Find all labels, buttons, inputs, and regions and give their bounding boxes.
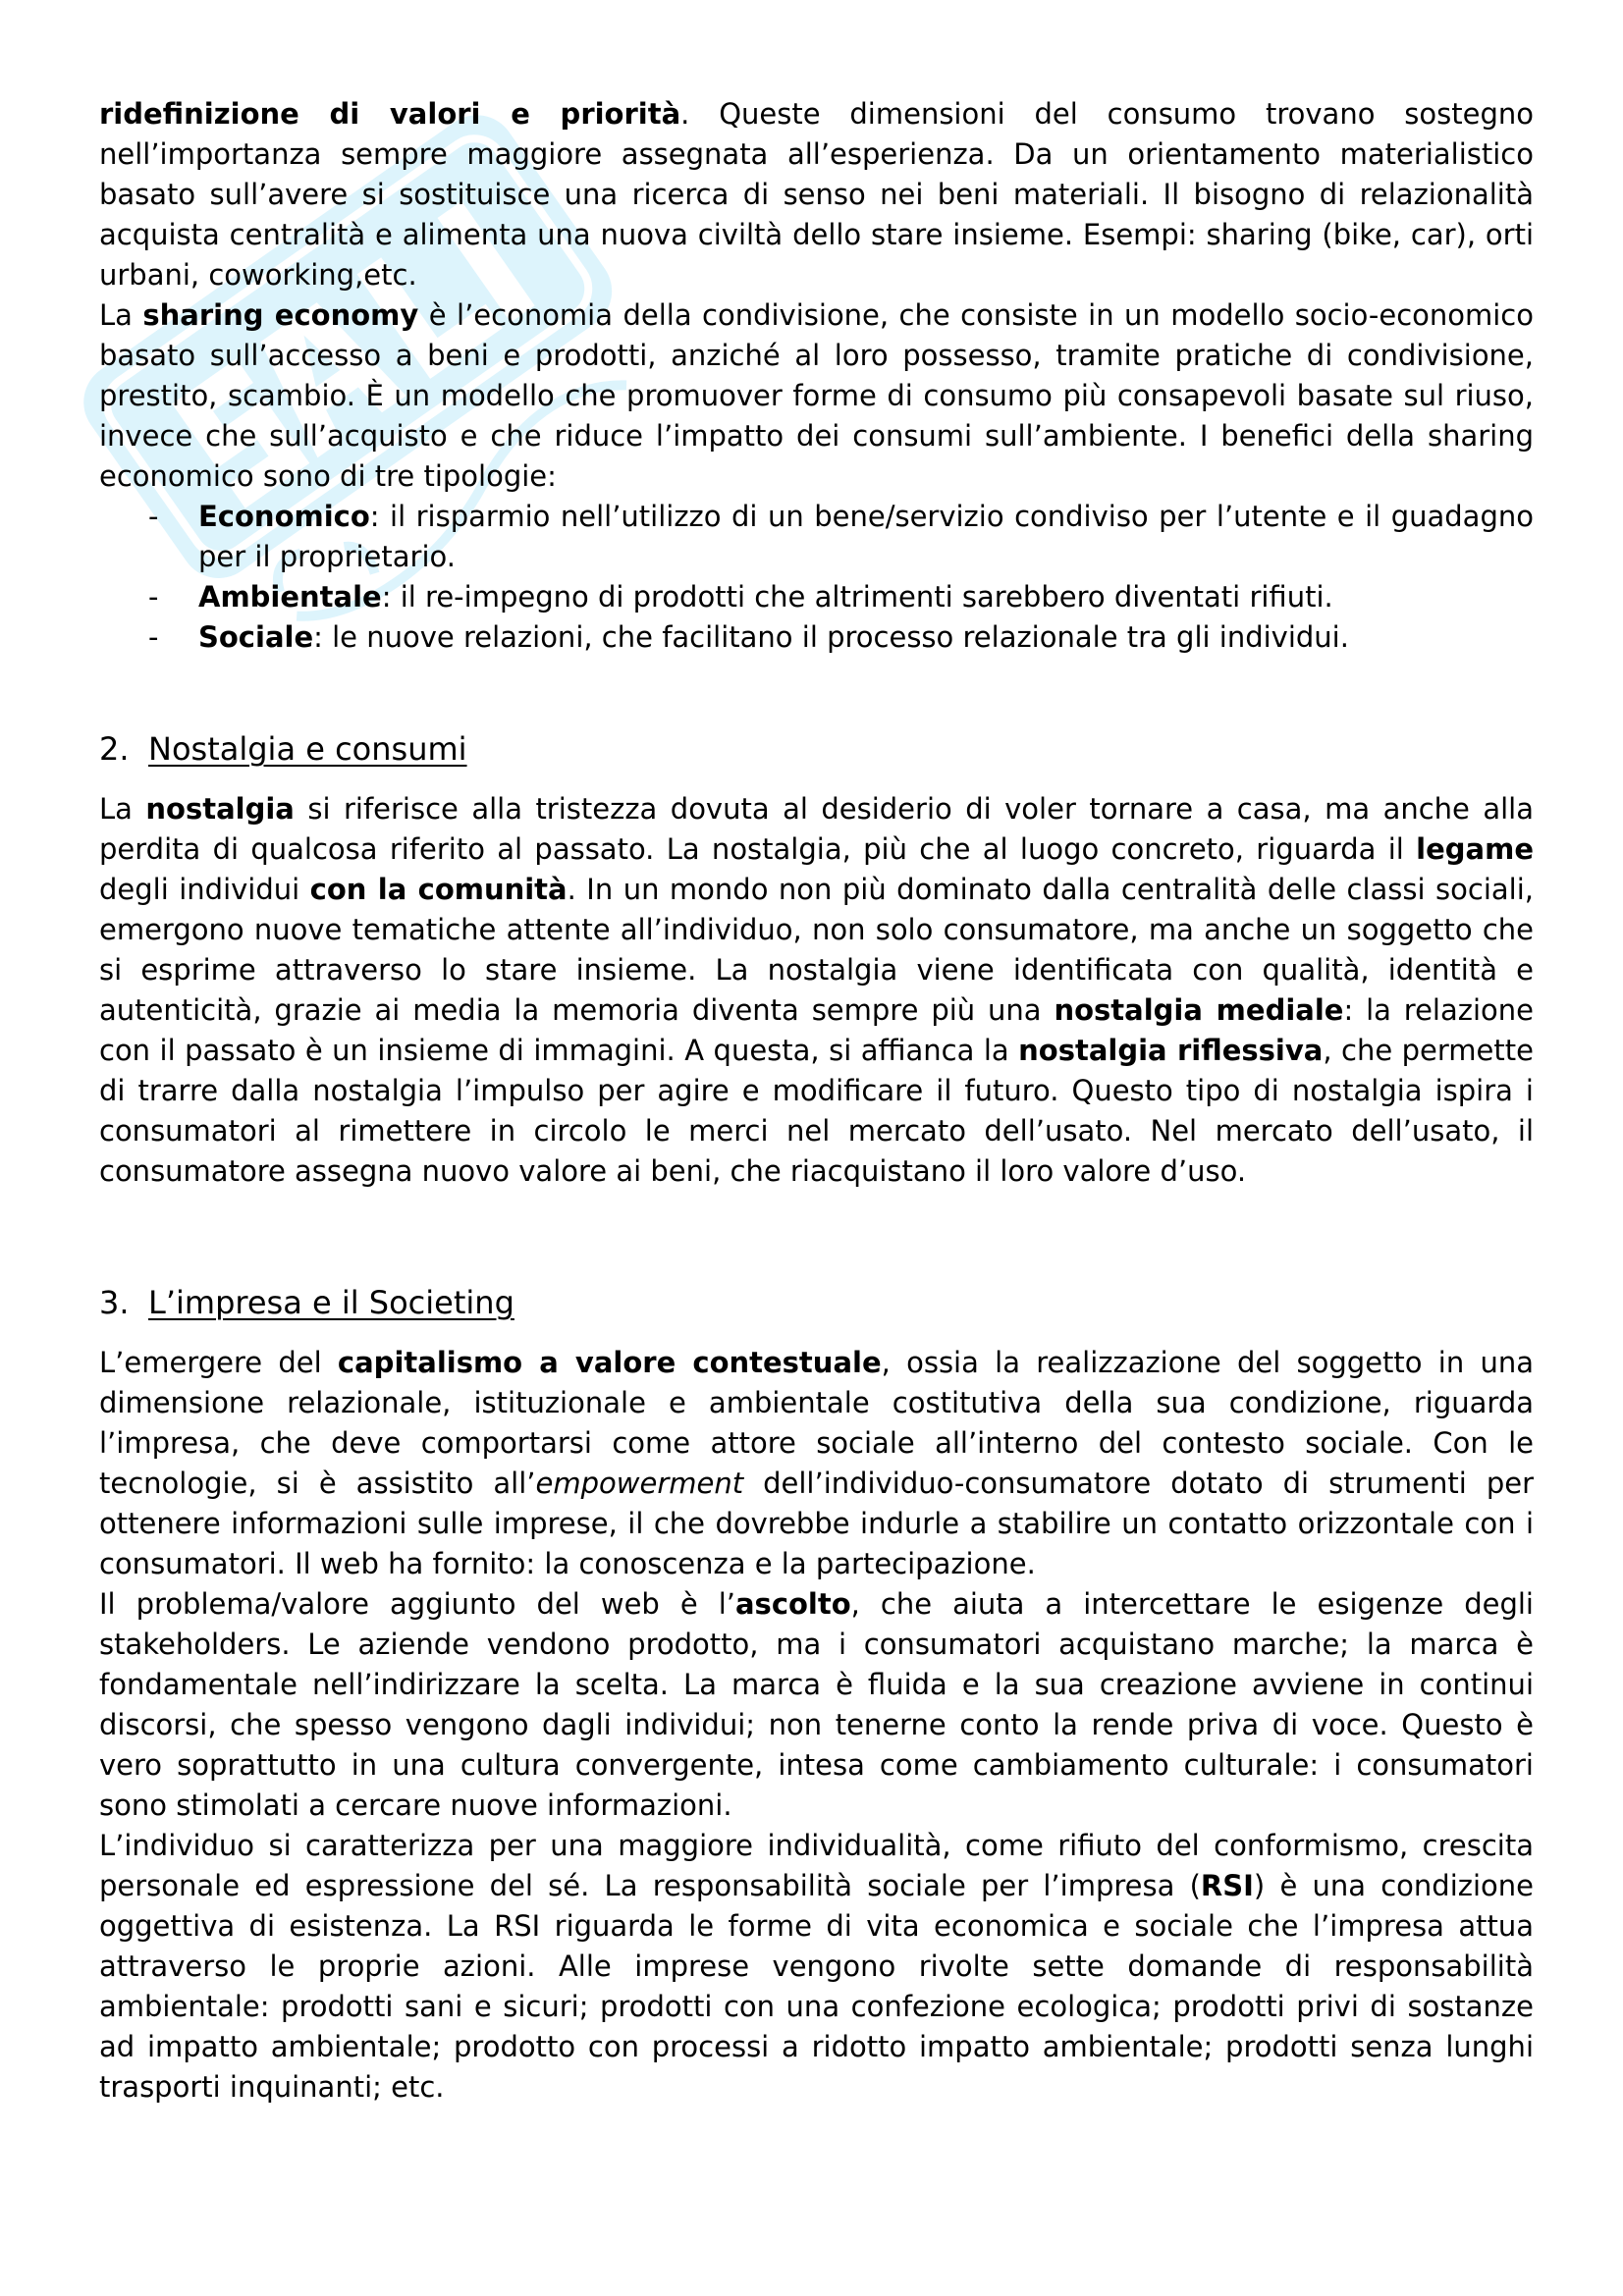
intro-paragraph-2: La sharing economy è l’economia della condivisione, che consiste in un modello socio-economico basato sull’accesso a beni e prodotti, anziché al loro possesso, tramite pratiche di condivisione, prestito, scambio. È un modello che promuover forme di consumo più consapevoli basate sul riuso, invece che sull’acquisto e che riduce l’impatto dei consumi sull’ambiente. I benefici della sharing economico sono di tre tipologie: [99, 298, 1534, 493]
section-3-paragraph-3: L’individuo si caratterizza per una maggiore individualità, come rifiuto del conformismo, crescita personale ed espressione del sé. La responsabilità sociale per l’impresa (RSI) è una condizione oggettiva di esistenza. La RSI riguarda le forme di vita economica e sociale che l’impresa attua attraverso le proprie azioni. Alle imprese vengono rivolte sette domande di responsabilità ambientale: prodotti sani e sicuri; prodotti con una confezione ecologica; prodotti privi di sostanze ad impatto ambientale; prodotto con processi a ridotto impatto ambientale; prodotti senza lunghi trasporti inquinanti; etc. [99, 1829, 1535, 2104]
section-heading-2: 2. Nostalgia e consumi [99, 730, 467, 768]
section-3-paragraph-2: Il problema/valore aggiunto del web è l’ascolto, che aiuta a intercettare le esigenze degli stakeholders. Le aziende vendono prodotto, ma i consumatori acquistano marche; la marca è fondamentale nell’indirizzare la scelta. La marca è fluida e la sua creazione avviene in continui discorsi, che spesso vengono dagli individui; non tenerne conto la rende priva di voce. Questo è vero soprattutto in una cultura convergente, intesa come cambiamento culturale: i consumatori sono stimolati a cercare nuove informazioni. [99, 1587, 1534, 1822]
section-3-paragraph-1: L’emergere del capitalismo a valore contestuale, ossia la realizzazione del soggetto in una dimensione relazionale, istituzionale e ambientale costitutiva della sua condizione, riguarda l’impresa, che deve comportarsi come attore sociale all’interno del contesto sociale. Con le tecnologie, si è assistito all’empowerment dell’individuo-consumatore dotato di strumenti per ottenere informazioni sulle imprese, il che dovrebbe indurle a stabilire un contatto orizzontale con i consumatori. Il web ha fornito: la conoscenza e la partecipazione. [99, 1346, 1535, 1580]
benefits-list [99, 497, 1534, 658]
section-2-paragraph: La nostalgia si riferisce alla tristezza dovuta al desiderio di voler tornare a casa, ma anche alla perdita di qualcosa riferito al passato. La nostalgia, più che al luogo concreto, riguarda il legame degli individui con la comunità. In un mondo non più dominato dalla centralità delle classi sociali, emergono nuove tematiche attente all’individuo, non solo consumatore, ma anche un soggetto che si esprime attraverso lo stare insieme. La nostalgia viene identificata con qualità, identità e autenticità, grazie ai media la memoria diventa sempre più una nostalgia mediale: la relazione con il passato è un insieme di immagini. A questa, si affianca la nostalgia riflessiva, che permette di trarre dalla nostalgia l’impulso per agire e modificare il futuro. Questo tipo di nostalgia ispira i consumatori al rimettere in circolo le merci nel mercato dell’usato. Nel mercato dell’usato, il consumatore assegna nuovo valore ai beni, che riacquistano il loro valore d’uso. [99, 792, 1535, 1188]
intro-paragraph-1: ridefinizione di valori e priorità. Queste dimensioni del consumo trovano sostegno nell’importanza sempre maggiore assegnata all’esperienza. Da un orientamento materialistico basato sull’avere si sostituisce una ricerca di senso nei beni materiali. Il bisogno di relazionalità acquista centralità e alimenta una nuova civiltà dello stare insieme. Esempi: sharing (bike, car), orti urbani, coworking,etc. [99, 97, 1534, 292]
list-item: - Sociale: le nuove relazioni, che facilitano il processo relazionale tra gli individui. [148, 620, 1349, 654]
document-page [99, 94, 1534, 2108]
section-heading-3: 3. L’impresa e il Societing [99, 1284, 514, 1321]
list-item: - Ambientale: il re-impegno di prodotti che altrimenti sarebbero diventati rifiuti. [148, 580, 1333, 614]
list-item: - Economico: il risparmio nell’utilizzo di un bene/servizio condiviso per l’utente e il guadagno per il proprietario. [148, 500, 1534, 573]
